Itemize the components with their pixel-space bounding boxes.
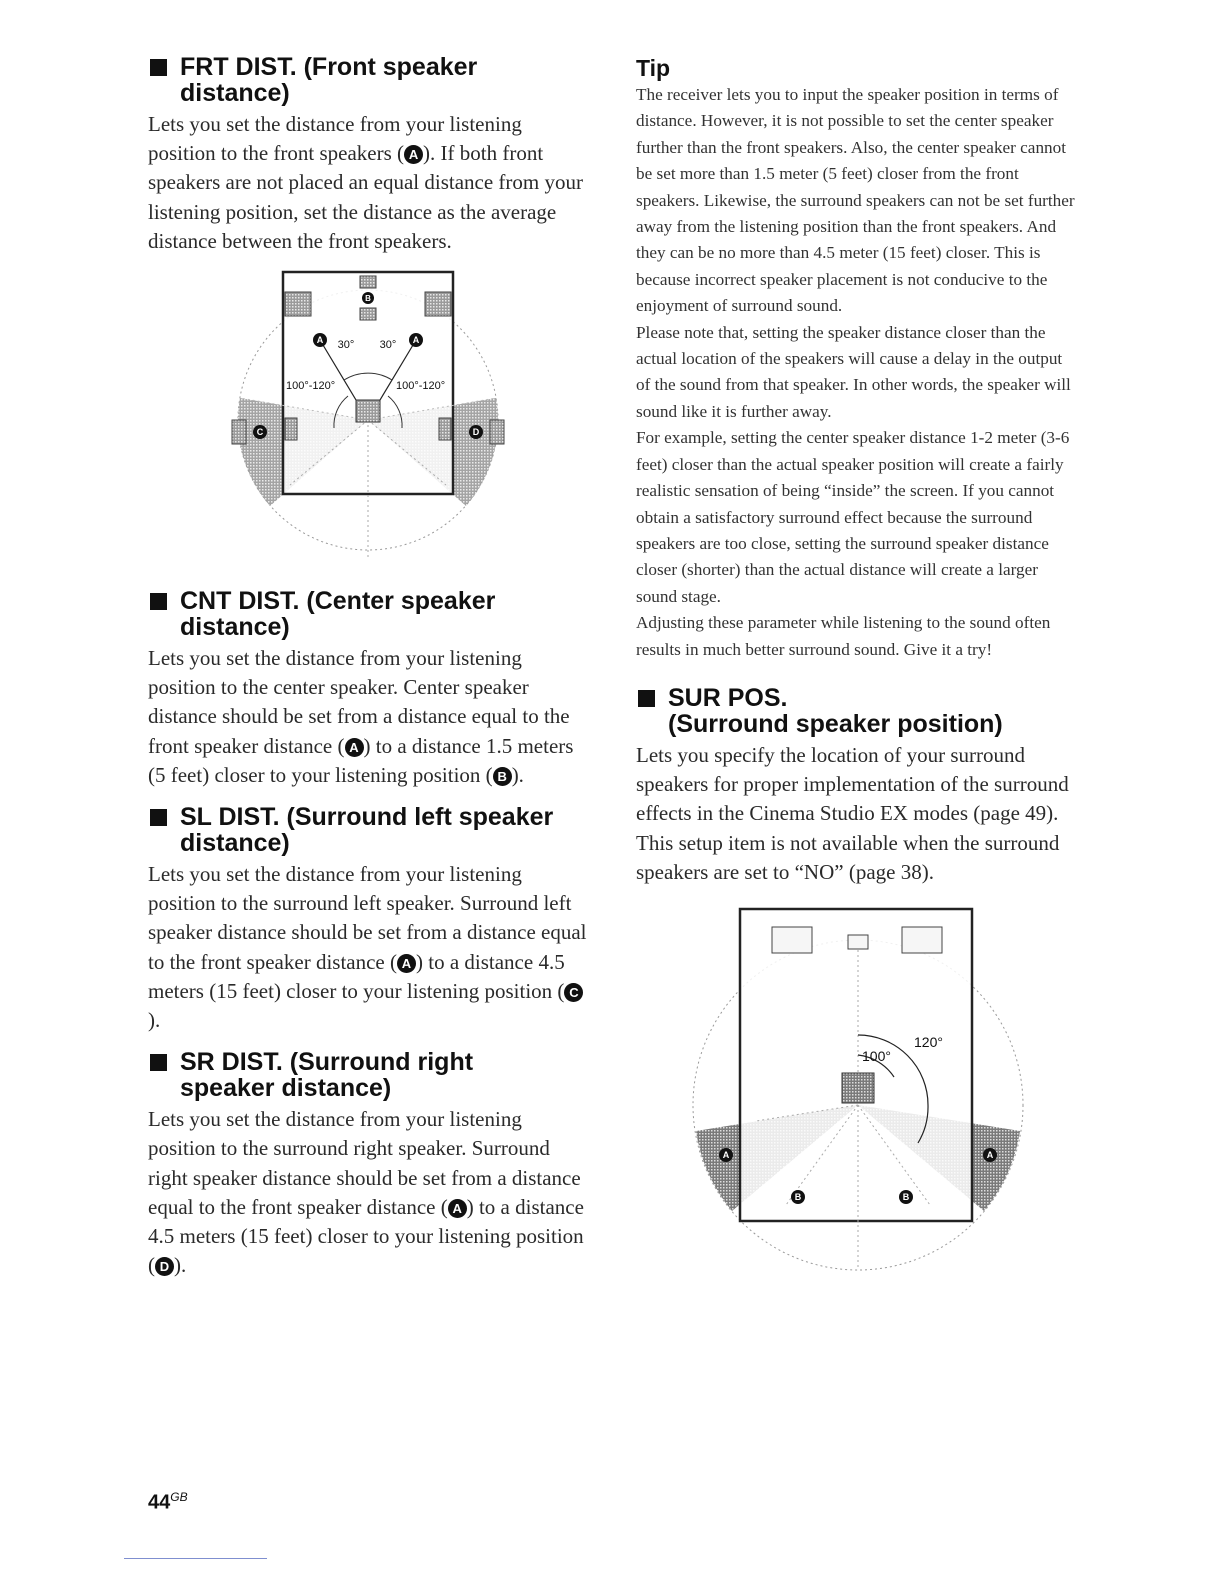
- center-speaker-icon: [360, 276, 376, 288]
- heading-line-2: speaker distance): [180, 1074, 392, 1103]
- heading-line-2: distance): [180, 79, 290, 107]
- surround-right-inner-speaker-icon: [439, 418, 451, 440]
- section-body: Lets you specify the location of your surround speakers for proper implementation of the surround effects in the Cinema Studio EX modes (page 49). This setup item is not available when the surround speakers are set to “NO” (page 38).: [636, 742, 1069, 884]
- section-body: [148, 110, 593, 256]
- bullet-square-icon: [150, 59, 167, 76]
- marker-a-left-icon: [719, 1148, 733, 1162]
- bullet-square-icon: [150, 593, 167, 610]
- marker-b-right-icon: [899, 1190, 913, 1204]
- angle-label-30-left: 30°: [337, 339, 355, 352]
- section-cnt-dist: [148, 588, 593, 790]
- section-heading: [636, 685, 1076, 737]
- center-speaker-icon-2: [360, 308, 376, 320]
- heading-line-2: distance): [180, 829, 290, 858]
- page-number-value: 44: [148, 1491, 171, 1514]
- circle-a-icon: A: [448, 1199, 467, 1218]
- surround-position-diagram: [636, 905, 1076, 1275]
- angle-label-120: 120°: [914, 1033, 943, 1050]
- svg-text:A: A: [722, 1149, 730, 1160]
- marker-c-icon: [253, 425, 267, 439]
- front-speaker-diagram: [148, 270, 593, 570]
- svg-text:A: A: [316, 335, 324, 346]
- center-speaker-icon: [848, 935, 868, 949]
- bullet-square-icon: [150, 809, 167, 826]
- bullet-square-icon: [150, 1054, 167, 1071]
- right-column: [636, 54, 1076, 1275]
- surround-left-speaker-icon: [232, 420, 246, 444]
- body-part: ) to a distance 4.5 meters (15 feet) closer to your listening position (: [148, 949, 565, 1003]
- body-part: Lets you set the distance from your listening position to the front speakers (: [148, 112, 522, 166]
- front-right-speaker-icon: [902, 927, 942, 953]
- circle-a-icon: A: [404, 145, 423, 164]
- heading-line-2: distance): [180, 613, 290, 642]
- section-frt-dist: [148, 54, 593, 256]
- footer-rule: [124, 1558, 267, 1559]
- body-part: ). If both front speakers are not placed an equal distance from your listening position, set the distance as the average distance between the front speakers.: [148, 141, 583, 253]
- tip-title: Tip: [636, 55, 671, 81]
- section-heading: [148, 804, 593, 856]
- surround-right-speaker-icon: [490, 420, 504, 444]
- listener-icon: [356, 400, 380, 422]
- page-suffix: GB: [170, 1490, 188, 1504]
- heading-line-1: FRT DIST. (Front speaker: [180, 53, 478, 81]
- tip-paragraph: For example, setting the center speaker distance 1-2 meter (3-6 feet) closer than the actual speaker position will create a fairly realistic sensation of being “inside” the screen. If you cannot obtain a satisfactory surround effect because the surround speakers are too close, setting the surround speaker distance closer (shorter) than the actual distance will create a larger sound stage.: [636, 428, 1070, 606]
- angle-range-label-right: 100°-120°: [396, 380, 446, 393]
- section-heading: [148, 588, 593, 640]
- angle-label-100: 100°: [862, 1047, 891, 1064]
- circle-b-icon: B: [493, 767, 512, 786]
- marker-a-right-icon: [983, 1148, 997, 1162]
- section-body: [148, 1105, 593, 1280]
- svg-text:B: B: [365, 294, 371, 304]
- angle-label-30-right: 30°: [379, 339, 397, 352]
- angle-range-label-left: 100°-120°: [286, 380, 336, 393]
- svg-text:B: B: [902, 1191, 910, 1202]
- tip-paragraph: Please note that, setting the speaker distance closer than the actual location of the speakers will cause a delay in the output of the sound from that speaker. In other words, the speaker will sound like it is further away.: [636, 322, 1071, 421]
- listener-icon: [842, 1073, 874, 1103]
- heading-line-1: SL DIST. (Surround left speaker: [180, 803, 554, 832]
- tip-paragraph: Adjusting these parameter while listening to the sound often results in much better surround sound. Give it a try!: [636, 613, 1051, 659]
- front-left-speaker-icon: [285, 292, 311, 316]
- body-part: ) to a distance 4.5 meters (15 feet) closer to your listening position (: [148, 1194, 584, 1278]
- section-body: [148, 644, 593, 790]
- marker-d-icon: [469, 425, 483, 439]
- body-part: Lets you set the distance from your listening position to the surround left speaker. Surround left speaker distance should be set from a distance equal to the front speaker distance (: [148, 862, 587, 974]
- marker-a-right-icon: [409, 333, 423, 347]
- front-right-speaker-icon: [425, 292, 451, 316]
- heading-line-1: CNT DIST. (Center speaker: [180, 587, 496, 616]
- marker-b-left-icon: [791, 1190, 805, 1204]
- svg-text:A: A: [986, 1149, 994, 1160]
- circle-a-icon: A: [345, 738, 364, 757]
- tip-box: [636, 54, 1076, 663]
- section-sl-dist: [148, 804, 593, 1035]
- body-part: Lets you set the distance from your listening position to the center speaker. Center speaker distance should be set from a distance equal to the front speaker distance (: [148, 646, 570, 758]
- left-column: [148, 54, 593, 1294]
- heading-line-1: SR DIST. (Surround right: [180, 1048, 474, 1077]
- surround-left-inner-speaker-icon: [285, 418, 297, 440]
- marker-b-icon: [362, 292, 374, 304]
- body-part: Lets you set the distance from your listening position to the surround right speaker. Surround right speaker distance should be set from a distance equal to the front speaker distance (: [148, 1107, 581, 1219]
- heading-line-1: SUR POS.: [668, 683, 788, 712]
- circle-a-icon: A: [397, 954, 416, 973]
- page-number: [148, 1490, 188, 1515]
- section-sur-pos: [636, 685, 1076, 887]
- svg-text:B: B: [794, 1191, 802, 1202]
- section-sr-dist: [148, 1049, 593, 1280]
- bullet-square-icon: [638, 690, 655, 707]
- circle-c-icon: C: [564, 983, 583, 1002]
- svg-text:C: C: [256, 427, 264, 438]
- body-part: ).: [511, 762, 524, 787]
- body-part: ).: [174, 1253, 187, 1278]
- heading-line-2: (Surround speaker position): [668, 709, 1003, 738]
- body-part: ) to a distance 1.5 meters (5 feet) closer to your listening position (: [148, 733, 574, 787]
- svg-text:A: A: [412, 335, 420, 346]
- body-part: ).: [148, 1008, 161, 1033]
- svg-text:D: D: [472, 427, 480, 438]
- marker-a-left-icon: [313, 333, 327, 347]
- circle-d-icon: D: [155, 1257, 174, 1276]
- section-body: [148, 860, 593, 1035]
- section-heading: [148, 54, 593, 106]
- tip-paragraph: The receiver lets you to input the speaker position in terms of distance. However, it is not possible to set the center speaker further than the front speakers. Also, the center speaker cannot be set more than 1.5 meter (5 feet) closer from the front speakers. Likewise, the surround speakers can not be set further away from the listening position than the front speakers. And they can be no more than 4.5 meter (15 feet) closer. This is because incorrect speaker placement is not conducive to the enjoyment of surround sound.: [636, 85, 1075, 316]
- front-left-speaker-icon: [772, 927, 812, 953]
- room-outline: [740, 909, 972, 1221]
- section-heading: [148, 1049, 593, 1101]
